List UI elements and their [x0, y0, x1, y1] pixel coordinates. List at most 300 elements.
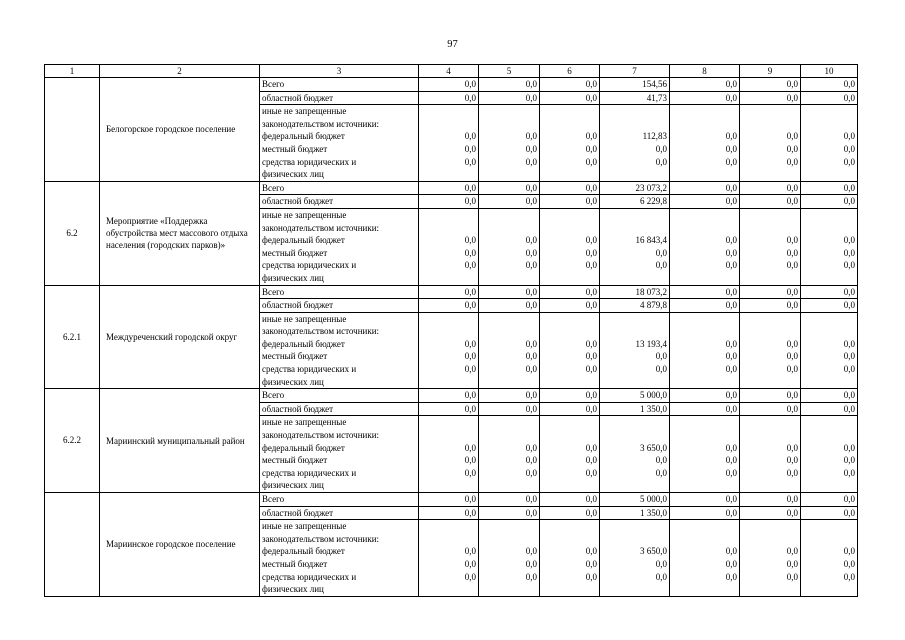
value-legal: 0,0 — [655, 467, 667, 478]
blank-line — [421, 429, 476, 442]
blank-line — [542, 533, 597, 546]
value-legal: 0,0 — [525, 364, 537, 375]
blank-line — [803, 105, 855, 118]
source-label-federal: федеральный бюджет — [262, 131, 345, 142]
value-regional: 0,0 — [740, 402, 801, 416]
value-legal: 0,0 — [786, 156, 798, 167]
value-regional: 0,0 — [740, 195, 801, 209]
value-local: 0,0 — [655, 247, 667, 258]
value-total: 0,0 — [801, 78, 858, 92]
value-stack — [801, 520, 858, 597]
value-total: 0,0 — [419, 78, 479, 92]
value-total: 0,0 — [479, 181, 540, 195]
source-label-local: местный бюджет — [262, 455, 328, 466]
value-local: 0,0 — [464, 351, 476, 362]
blank-line — [542, 222, 597, 235]
value-legal: 0,0 — [585, 571, 597, 582]
table-row — [45, 181, 858, 195]
blank-line — [542, 325, 597, 338]
blank-line — [672, 105, 737, 118]
blank-line — [421, 416, 476, 429]
value-stack — [540, 312, 600, 389]
blank-line — [481, 376, 537, 389]
blank-line — [602, 416, 667, 429]
source-label-legal-line1: средства юридических и — [262, 364, 357, 375]
page-number: 97 — [447, 39, 458, 50]
value-federal: 0,0 — [464, 235, 476, 246]
value-total: 0,0 — [479, 78, 540, 92]
value-federal: 0,0 — [525, 338, 537, 349]
value-legal: 0,0 — [525, 156, 537, 167]
source-label-total: Всего — [260, 389, 419, 403]
blank-line — [742, 118, 798, 131]
value-total: 0,0 — [740, 389, 801, 403]
blank-line — [803, 272, 855, 285]
blank-line — [742, 272, 798, 285]
value-total: 18 073,2 — [600, 285, 670, 299]
blank-line — [803, 209, 855, 222]
value-federal: 0,0 — [725, 235, 737, 246]
value-regional: 0,0 — [479, 91, 540, 105]
value-legal: 0,0 — [786, 260, 798, 271]
value-total: 0,0 — [419, 181, 479, 195]
value-federal: 0,0 — [843, 546, 855, 557]
value-stack — [600, 208, 670, 285]
blank-line — [803, 118, 855, 131]
blank-line — [602, 325, 667, 338]
blank-line — [672, 520, 737, 533]
value-legal: 0,0 — [464, 156, 476, 167]
value-federal: 3 650,0 — [640, 442, 667, 453]
value-federal: 0,0 — [843, 235, 855, 246]
source-label-local: местный бюджет — [262, 247, 328, 258]
value-stack — [740, 208, 801, 285]
value-stack — [479, 105, 540, 182]
value-total: 0,0 — [419, 285, 479, 299]
value-federal: 13 193,4 — [635, 338, 667, 349]
blank-line — [421, 533, 476, 546]
source-label-legal-line2: физических лиц — [262, 584, 324, 595]
blank-line — [481, 222, 537, 235]
source-label-regional: областной бюджет — [260, 506, 419, 520]
value-total: 0,0 — [801, 285, 858, 299]
blank-line — [542, 313, 597, 326]
value-stack — [419, 208, 479, 285]
value-legal: 0,0 — [585, 156, 597, 167]
value-legal: 0,0 — [525, 260, 537, 271]
value-legal: 0,0 — [585, 467, 597, 478]
blank-line — [742, 416, 798, 429]
value-federal: 3 650,0 — [640, 546, 667, 557]
value-legal: 0,0 — [655, 571, 667, 582]
value-local: 0,0 — [843, 455, 855, 466]
table-row — [45, 78, 858, 92]
blank-line — [742, 533, 798, 546]
source-label-federal: федеральный бюджет — [262, 338, 345, 349]
value-regional: 0,0 — [540, 506, 600, 520]
value-total: 0,0 — [479, 493, 540, 507]
value-federal: 0,0 — [464, 131, 476, 142]
value-federal: 0,0 — [525, 442, 537, 453]
value-regional: 0,0 — [670, 506, 740, 520]
blank-line — [421, 168, 476, 181]
source-label-legal-line2: физических лиц — [262, 272, 324, 283]
blank-line — [481, 416, 537, 429]
blank-line — [672, 325, 737, 338]
blank-line — [602, 272, 667, 285]
value-stack — [801, 416, 858, 493]
value-federal: 0,0 — [725, 546, 737, 557]
value-legal: 0,0 — [725, 156, 737, 167]
blank-line — [672, 376, 737, 389]
value-local: 0,0 — [786, 143, 798, 154]
value-legal: 0,0 — [786, 467, 798, 478]
source-label-local: местный бюджет — [262, 351, 328, 362]
blank-line — [421, 118, 476, 131]
value-local: 0,0 — [585, 351, 597, 362]
value-legal: 0,0 — [725, 571, 737, 582]
source-label-other-line2: законодательством источники: — [262, 430, 380, 441]
value-total: 0,0 — [740, 78, 801, 92]
table-row — [45, 285, 858, 299]
source-label-stack — [260, 208, 419, 285]
blank-line — [481, 118, 537, 131]
value-stack — [419, 416, 479, 493]
blank-line — [672, 272, 737, 285]
source-label-other-line2: законодательством источники: — [262, 533, 380, 544]
value-stack — [801, 312, 858, 389]
blank-line — [672, 313, 737, 326]
blank-line — [672, 118, 737, 131]
value-regional: 0,0 — [670, 195, 740, 209]
value-local: 0,0 — [843, 558, 855, 569]
source-label-legal-line1: средства юридических и — [262, 156, 357, 167]
value-regional: 0,0 — [740, 299, 801, 313]
source-label-legal-line2: физических лиц — [262, 480, 324, 491]
source-label-stack — [260, 520, 419, 597]
blank-line — [672, 533, 737, 546]
value-federal: 0,0 — [786, 442, 798, 453]
value-total: 154,56 — [600, 78, 670, 92]
value-stack — [740, 105, 801, 182]
item-name: Междуреченский городской округ — [106, 331, 238, 342]
value-regional: 0,0 — [419, 91, 479, 105]
value-federal: 0,0 — [786, 338, 798, 349]
source-label-federal: федеральный бюджет — [262, 546, 345, 557]
value-regional: 0,0 — [419, 402, 479, 416]
blank-line — [481, 209, 537, 222]
blank-line — [542, 168, 597, 181]
value-local: 0,0 — [585, 143, 597, 154]
value-total: 0,0 — [801, 493, 858, 507]
blank-line — [602, 376, 667, 389]
blank-line — [742, 583, 798, 596]
value-legal: 0,0 — [525, 571, 537, 582]
blank-line — [602, 222, 667, 235]
source-label-other-line1: иные не запрещенные — [262, 417, 347, 428]
value-regional: 0,0 — [540, 91, 600, 105]
value-total: 5 000,0 — [600, 389, 670, 403]
value-legal: 0,0 — [843, 571, 855, 582]
value-total: 0,0 — [670, 285, 740, 299]
value-federal: 0,0 — [843, 442, 855, 453]
value-legal: 0,0 — [725, 364, 737, 375]
blank-line — [481, 325, 537, 338]
value-legal: 0,0 — [725, 260, 737, 271]
value-legal: 0,0 — [843, 364, 855, 375]
value-federal: 0,0 — [786, 546, 798, 557]
value-federal: 0,0 — [525, 131, 537, 142]
source-label-other-line2: законодательством источники: — [262, 326, 380, 337]
table-row — [45, 389, 858, 403]
column-number-2: 2 — [100, 65, 260, 78]
blank-line — [742, 105, 798, 118]
blank-line — [672, 429, 737, 442]
source-label-legal-line1: средства юридических и — [262, 467, 357, 478]
blank-line — [481, 105, 537, 118]
source-label-regional: областной бюджет — [260, 299, 419, 313]
value-regional: 0,0 — [419, 506, 479, 520]
blank-line — [803, 416, 855, 429]
value-total: 0,0 — [540, 181, 600, 195]
value-federal: 0,0 — [464, 338, 476, 349]
blank-line — [421, 272, 476, 285]
value-federal: 0,0 — [585, 546, 597, 557]
value-stack — [670, 105, 740, 182]
blank-line — [742, 429, 798, 442]
value-regional: 0,0 — [740, 506, 801, 520]
value-federal: 16 843,4 — [635, 235, 667, 246]
blank-line — [542, 429, 597, 442]
value-total: 0,0 — [740, 181, 801, 195]
value-stack — [479, 208, 540, 285]
blank-line — [742, 376, 798, 389]
blank-line — [602, 105, 667, 118]
value-legal: 0,0 — [843, 156, 855, 167]
blank-line — [421, 376, 476, 389]
value-regional: 0,0 — [479, 506, 540, 520]
value-regional: 0,0 — [801, 506, 858, 520]
blank-line — [542, 479, 597, 492]
value-legal: 0,0 — [786, 364, 798, 375]
blank-line — [481, 272, 537, 285]
value-legal: 0,0 — [464, 260, 476, 271]
budget-table — [44, 64, 858, 597]
value-local: 0,0 — [843, 351, 855, 362]
blank-line — [672, 416, 737, 429]
blank-line — [481, 168, 537, 181]
value-regional: 4 879,8 — [600, 299, 670, 313]
blank-line — [421, 222, 476, 235]
item-code: 6.2 — [45, 181, 100, 285]
value-total: 0,0 — [740, 493, 801, 507]
value-federal: 0,0 — [843, 131, 855, 142]
value-local: 0,0 — [585, 455, 597, 466]
value-federal: 0,0 — [725, 442, 737, 453]
item-code: 6.2.1 — [45, 285, 100, 389]
value-local: 0,0 — [525, 558, 537, 569]
blank-line — [421, 520, 476, 533]
value-stack — [670, 416, 740, 493]
blank-line — [602, 583, 667, 596]
value-regional: 0,0 — [479, 402, 540, 416]
blank-line — [803, 168, 855, 181]
value-federal: 0,0 — [585, 338, 597, 349]
source-label-federal: федеральный бюджет — [262, 235, 345, 246]
blank-line — [481, 583, 537, 596]
value-local: 0,0 — [655, 558, 667, 569]
value-legal: 0,0 — [655, 364, 667, 375]
source-label-other-line2: законодательством источники: — [262, 222, 380, 233]
value-total: 0,0 — [540, 285, 600, 299]
column-number-row — [45, 65, 858, 78]
source-label-local: местный бюджет — [262, 558, 328, 569]
value-legal: 0,0 — [464, 364, 476, 375]
blank-line — [742, 168, 798, 181]
value-regional: 0,0 — [419, 299, 479, 313]
value-stack — [670, 208, 740, 285]
blank-line — [803, 533, 855, 546]
value-regional: 41,73 — [600, 91, 670, 105]
blank-line — [803, 376, 855, 389]
value-federal: 0,0 — [585, 442, 597, 453]
value-local: 0,0 — [464, 247, 476, 258]
item-name: Мариинский муниципальный район — [106, 435, 245, 446]
value-local: 0,0 — [843, 247, 855, 258]
value-regional: 0,0 — [479, 195, 540, 209]
blank-line — [542, 520, 597, 533]
value-local: 0,0 — [655, 455, 667, 466]
value-local: 0,0 — [464, 143, 476, 154]
value-total: 0,0 — [479, 389, 540, 403]
value-stack — [740, 416, 801, 493]
blank-line — [542, 272, 597, 285]
item-code: 6.2.2 — [45, 389, 100, 493]
value-legal: 0,0 — [843, 467, 855, 478]
item-name-cell — [100, 389, 260, 493]
value-federal: 0,0 — [464, 546, 476, 557]
value-stack — [801, 208, 858, 285]
blank-line — [602, 533, 667, 546]
value-stack — [540, 416, 600, 493]
source-label-other-line1: иные не запрещенные — [262, 209, 347, 220]
value-stack — [479, 520, 540, 597]
column-number-1: 1 — [45, 65, 100, 78]
source-label-other-line1: иные не запрещенные — [262, 106, 347, 117]
table-row — [45, 493, 858, 507]
value-regional: 0,0 — [801, 91, 858, 105]
blank-line — [421, 325, 476, 338]
blank-line — [803, 222, 855, 235]
source-label-legal-line1: средства юридических и — [262, 571, 357, 582]
value-stack — [419, 520, 479, 597]
blank-line — [742, 479, 798, 492]
value-local: 0,0 — [786, 558, 798, 569]
value-legal: 0,0 — [725, 467, 737, 478]
blank-line — [421, 209, 476, 222]
value-stack — [801, 105, 858, 182]
value-total: 0,0 — [540, 493, 600, 507]
source-label-legal-line2: физических лиц — [262, 169, 324, 180]
value-total: 0,0 — [419, 493, 479, 507]
value-regional: 0,0 — [740, 91, 801, 105]
value-federal: 0,0 — [525, 235, 537, 246]
value-federal: 0,0 — [725, 131, 737, 142]
value-stack — [479, 416, 540, 493]
value-local: 0,0 — [725, 351, 737, 362]
value-total: 5 000,0 — [600, 493, 670, 507]
blank-line — [672, 479, 737, 492]
blank-line — [602, 479, 667, 492]
value-local: 0,0 — [464, 558, 476, 569]
value-stack — [670, 520, 740, 597]
value-federal: 0,0 — [525, 546, 537, 557]
value-legal: 0,0 — [464, 571, 476, 582]
blank-line — [742, 222, 798, 235]
item-name-cell — [100, 78, 260, 182]
blank-line — [672, 583, 737, 596]
value-total: 0,0 — [540, 389, 600, 403]
column-number-10: 10 — [801, 65, 858, 78]
item-name: Белогорское городское поселение — [106, 124, 236, 135]
blank-line — [672, 168, 737, 181]
item-name: Мариинское городское поселение — [106, 539, 236, 550]
blank-line — [542, 416, 597, 429]
source-label-total: Всего — [260, 493, 419, 507]
value-total: 0,0 — [670, 181, 740, 195]
blank-line — [481, 533, 537, 546]
value-total: 0,0 — [540, 78, 600, 92]
column-number-4: 4 — [419, 65, 479, 78]
value-stack — [600, 105, 670, 182]
source-label-other-line1: иные не запрещенные — [262, 313, 347, 324]
value-total: 0,0 — [670, 389, 740, 403]
value-stack — [600, 416, 670, 493]
column-number-6: 6 — [540, 65, 600, 78]
blank-line — [421, 583, 476, 596]
value-federal: 0,0 — [585, 235, 597, 246]
blank-line — [542, 209, 597, 222]
value-local: 0,0 — [725, 143, 737, 154]
value-local: 0,0 — [786, 247, 798, 258]
blank-line — [672, 222, 737, 235]
blank-line — [602, 520, 667, 533]
item-code — [45, 493, 100, 597]
value-federal: 0,0 — [786, 235, 798, 246]
value-stack — [540, 520, 600, 597]
source-label-other-line1: иные не запрещенные — [262, 521, 347, 532]
value-total: 0,0 — [801, 181, 858, 195]
value-federal: 0,0 — [725, 338, 737, 349]
blank-line — [542, 583, 597, 596]
value-stack — [419, 312, 479, 389]
value-legal: 0,0 — [585, 364, 597, 375]
value-regional: 0,0 — [670, 91, 740, 105]
value-regional: 0,0 — [540, 299, 600, 313]
value-local: 0,0 — [585, 558, 597, 569]
blank-line — [803, 520, 855, 533]
blank-line — [481, 429, 537, 442]
value-total: 0,0 — [801, 389, 858, 403]
value-local: 0,0 — [525, 351, 537, 362]
blank-line — [602, 118, 667, 131]
value-regional: 6 229,8 — [600, 195, 670, 209]
item-name-cell — [100, 181, 260, 285]
value-stack — [540, 208, 600, 285]
source-label-stack — [260, 105, 419, 182]
value-total: 0,0 — [419, 389, 479, 403]
source-label-stack — [260, 416, 419, 493]
